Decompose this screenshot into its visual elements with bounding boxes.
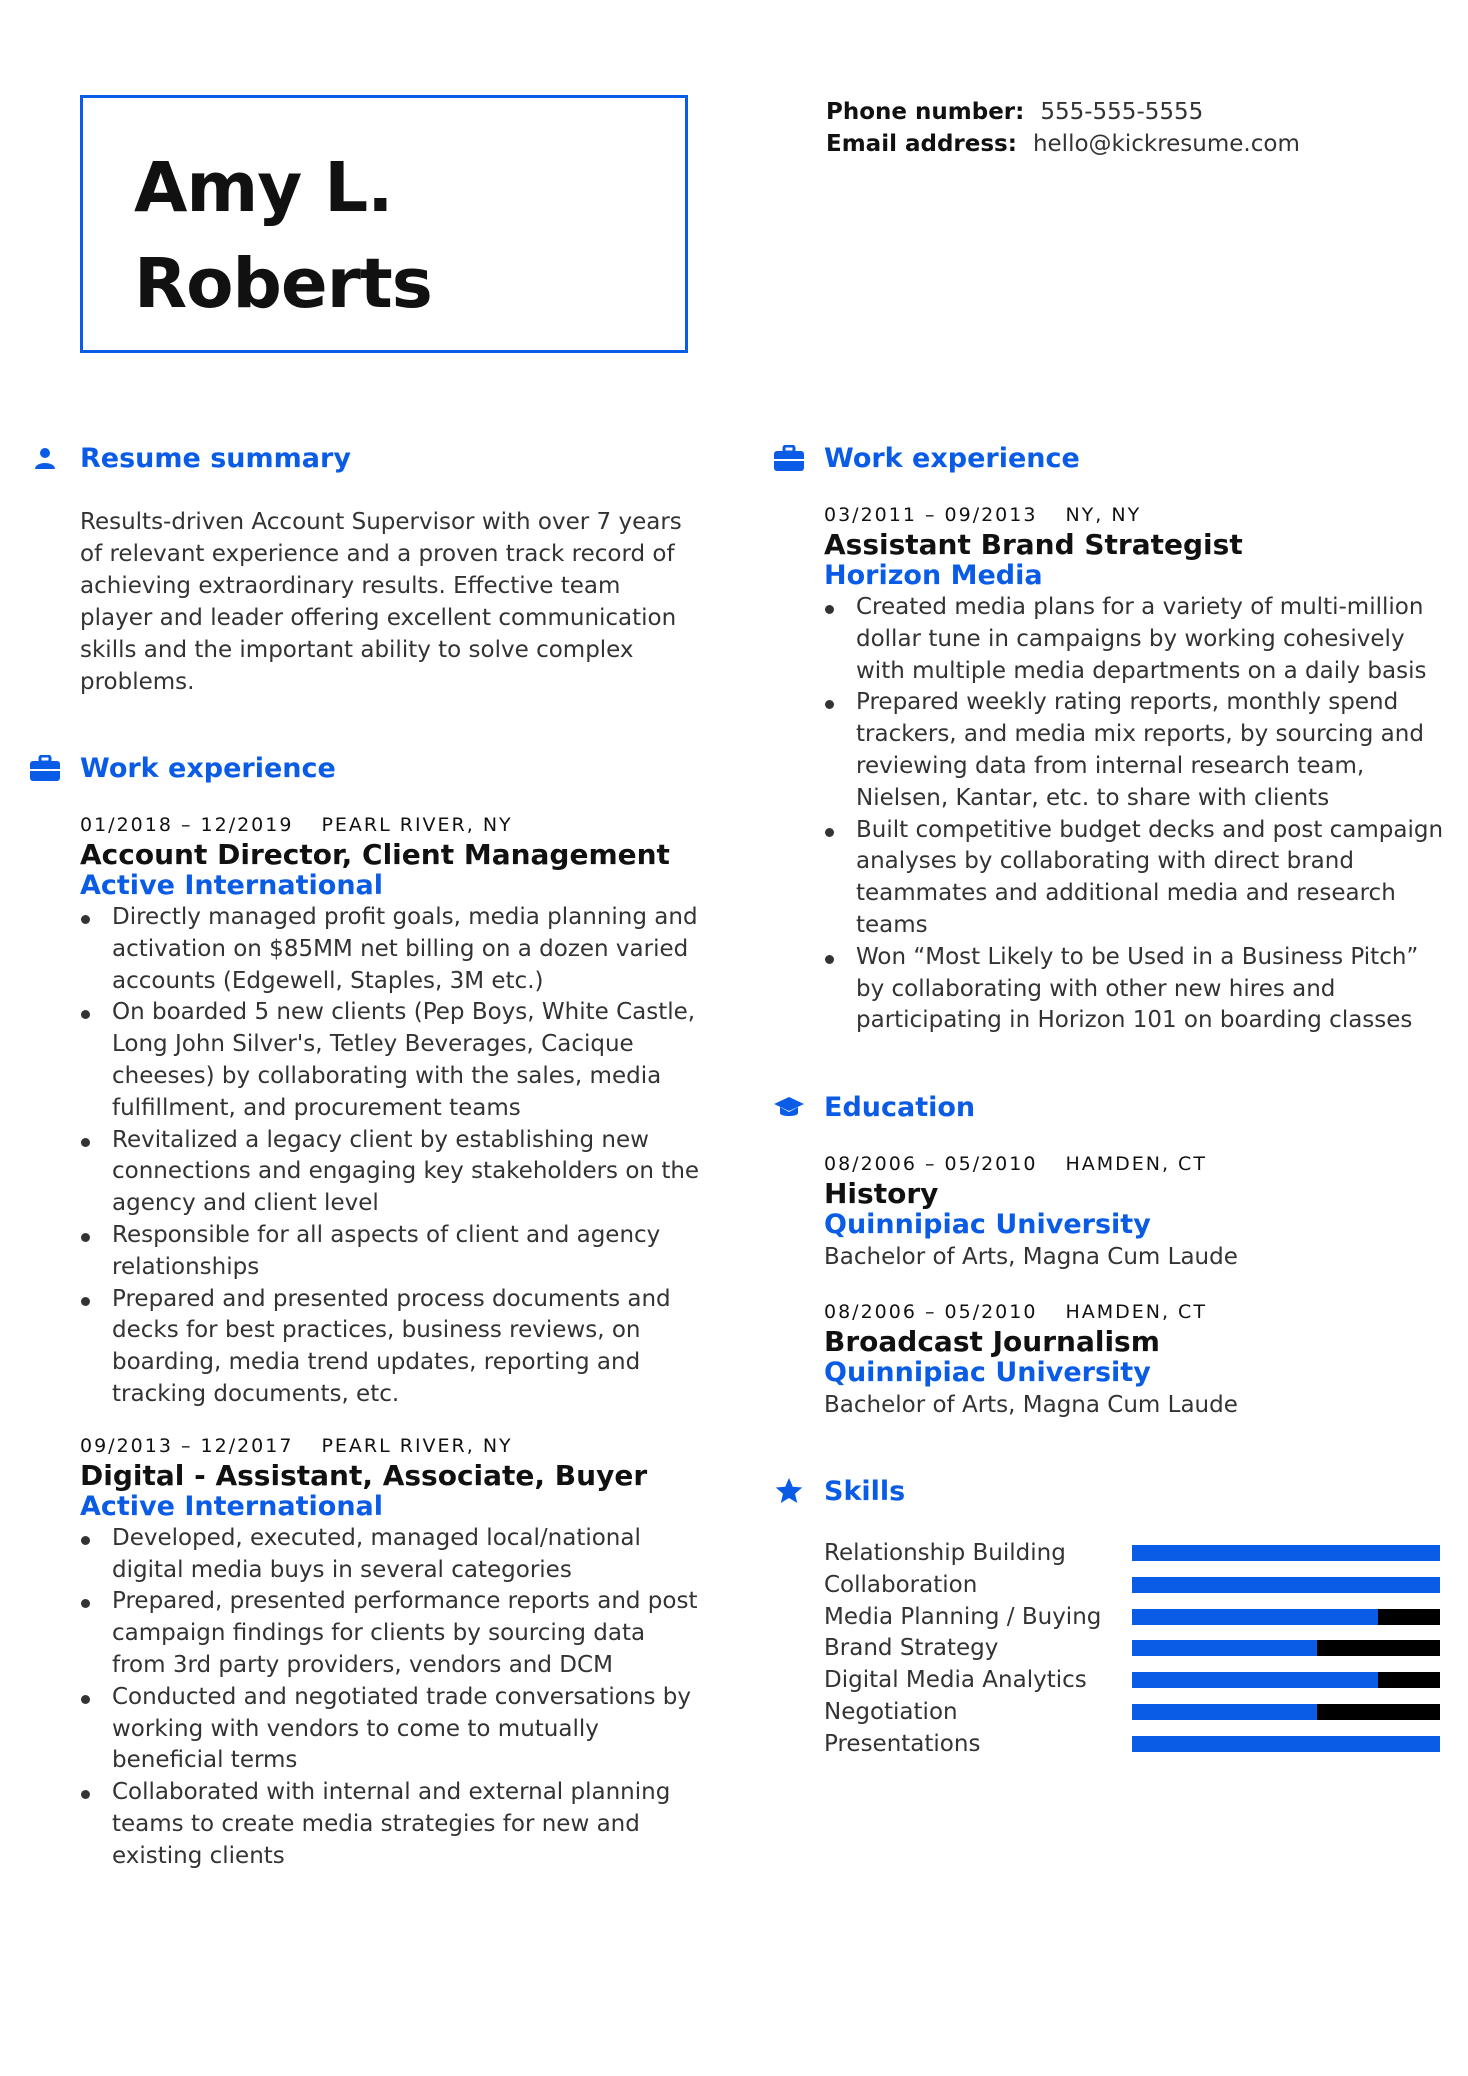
- job-bullets: [80, 902, 700, 1411]
- skill-level-bar: [1132, 1609, 1440, 1625]
- phone-value: 555-555-5555: [1040, 99, 1204, 125]
- right-column: [774, 440, 1444, 1760]
- job-bullet: Directly managed profit goals, media planning and activation on $85MM net billing on a dozen varied accounts (Edgewell, Staples, 3M etc.): [80, 902, 700, 997]
- job-entry: [824, 500, 1444, 1037]
- skills-heading: [774, 1473, 1444, 1509]
- job-title: Account Director, Client Management: [80, 838, 670, 871]
- skill-level-fill: [1132, 1640, 1317, 1656]
- skill-row: [824, 1569, 1444, 1601]
- job-bullet: Responsible for all aspects of client and agency relationships: [80, 1220, 700, 1284]
- job-meta: [824, 500, 1444, 530]
- skill-row: [824, 1633, 1444, 1665]
- skill-row: [824, 1696, 1444, 1728]
- summary-text: Results-driven Account Supervisor with over 7 years of relevant experience and a proven track record of achieving extraordinary results. Effective team player and leader offering excellent communication skills and the important ability to solve complex problems.: [80, 509, 682, 695]
- job-bullet: Won “Most Likely to be Used in a Business Pitch” by collaborating with other new hires and participating in Horizon 101 on boarding classes: [824, 942, 1444, 1037]
- candidate-name: [134, 140, 432, 332]
- skill-level-bar: [1132, 1545, 1440, 1561]
- skill-row: [824, 1664, 1444, 1696]
- job-bullet: Created media plans for a variety of multi-million dollar tune in campaigns by working cohesively with multiple media departments on a daily basis: [824, 592, 1444, 687]
- edu-degree: Bachelor of Arts, Magna Cum Laude: [824, 1244, 1238, 1271]
- skill-level-fill: [1132, 1672, 1378, 1688]
- phone-label: Phone number:: [826, 99, 1025, 125]
- contact-info: [826, 96, 1300, 160]
- skill-level-fill: [1132, 1545, 1440, 1561]
- skill-row: [824, 1537, 1444, 1569]
- education-title: Education: [824, 1091, 976, 1123]
- job-meta: [80, 810, 700, 840]
- skill-level-bar: [1132, 1672, 1440, 1688]
- contact-phone: [826, 96, 1300, 128]
- edu-field: History: [824, 1177, 939, 1211]
- work-heading-right: [774, 440, 1444, 476]
- edu-location: HAMDEN, CT: [1065, 1153, 1207, 1176]
- education-entry: [824, 1149, 1444, 1273]
- job-entry: [80, 810, 700, 1411]
- job-bullets: [824, 592, 1444, 1037]
- job-location: PEARL RIVER, NY: [321, 1434, 513, 1457]
- edu-field: Broadcast Journalism: [824, 1325, 1160, 1359]
- work-title-right: Work experience: [824, 442, 1080, 474]
- skills-title: Skills: [824, 1475, 906, 1507]
- skill-level-bar: [1132, 1704, 1440, 1720]
- user-icon: [30, 443, 60, 473]
- education-heading: [774, 1089, 1444, 1125]
- skill-name: Brand Strategy: [824, 1635, 999, 1662]
- job-bullet: Conducted and negotiated trade conversations by working with vendors to come to mutually beneficial terms: [80, 1682, 700, 1777]
- summary-title: Resume summary: [80, 442, 351, 474]
- left-column: [30, 440, 700, 1873]
- job-location: NY, NY: [1065, 504, 1142, 526]
- name-line-1: Amy L.: [134, 148, 393, 228]
- briefcase-icon: [30, 753, 60, 783]
- skills-list: [824, 1537, 1444, 1760]
- skill-level-bar: [1132, 1640, 1440, 1656]
- job-bullet: Built competitive budget decks and post campaign analyses by collaborating with direct brand teammates and additional media and research teams: [824, 815, 1444, 942]
- edu-school: Quinnipiac University: [824, 1209, 1151, 1241]
- work-title-left: Work experience: [80, 752, 336, 784]
- skill-level-fill: [1132, 1609, 1378, 1625]
- skill-row: [824, 1728, 1444, 1760]
- skill-name: Collaboration: [824, 1571, 978, 1598]
- job-meta: [80, 1431, 700, 1461]
- email-label: Email address:: [826, 131, 1017, 157]
- edu-degree: Bachelor of Arts, Magna Cum Laude: [824, 1392, 1238, 1419]
- contact-email: [826, 128, 1300, 160]
- name-line-2: Roberts: [134, 244, 432, 324]
- education-entry: [824, 1297, 1444, 1421]
- job-bullet: Revitalized a legacy client by establishing new connections and engaging key stakeholders on the agency and client level: [80, 1125, 700, 1220]
- job-title: Digital - Assistant, Associate, Buyer: [80, 1458, 648, 1492]
- job-title: Assistant Brand Strategist: [824, 528, 1243, 561]
- edu-dates: 08/2006 – 05/2010: [824, 1153, 1038, 1176]
- job-entry: [80, 1431, 700, 1873]
- edu-dates: 08/2006 – 05/2010: [824, 1301, 1038, 1324]
- skill-level-bar: [1132, 1736, 1440, 1752]
- job-dates: 09/2013 – 12/2017: [80, 1434, 294, 1457]
- job-bullet: On boarded 5 new clients (Pep Boys, White Castle, Long John Silver's, Tetley Beverages, Cacique cheeses) by collaborating with the sales, media fulfillment, and procurement teams: [80, 997, 700, 1124]
- job-bullet: Developed, executed, managed local/national digital media buys in several categories: [80, 1523, 700, 1587]
- job-company: Horizon Media: [824, 560, 1043, 591]
- email-value: hello@kickresume.com: [1032, 131, 1300, 157]
- skill-name: Digital Media Analytics: [824, 1667, 1087, 1694]
- skill-level-fill: [1132, 1577, 1440, 1593]
- job-bullet: Prepared weekly rating reports, monthly spend trackers, and media mix reports, by sourcing and reviewing data from internal research team, Nielsen, Kantar, etc. to share with clients: [824, 687, 1444, 814]
- job-bullets: [80, 1523, 700, 1873]
- skill-level-fill: [1132, 1736, 1440, 1752]
- skill-name: Negotiation: [824, 1699, 958, 1726]
- skill-name: Relationship Building: [824, 1540, 1066, 1567]
- job-bullet: Prepared and presented process documents and decks for best practices, business reviews, on boarding, media trend updates, reporting and tracking documents, etc.: [80, 1284, 700, 1411]
- edu-school: Quinnipiac University: [824, 1357, 1151, 1389]
- skill-level-bar: [1132, 1577, 1440, 1593]
- job-bullet: Collaborated with internal and external planning teams to create media strategies for new and existing clients: [80, 1777, 700, 1872]
- job-bullet: Prepared, presented performance reports and post campaign findings for clients by sourcing data from 3rd party providers, vendors and DCM: [80, 1586, 700, 1681]
- skill-level-fill: [1132, 1704, 1317, 1720]
- work-heading-left: [30, 750, 700, 786]
- graduation-cap-icon: [774, 1092, 804, 1122]
- job-company: Active International: [80, 1490, 384, 1522]
- skill-name: Presentations: [824, 1730, 981, 1757]
- job-dates: 01/2018 – 12/2019: [80, 814, 294, 836]
- summary-heading: [30, 440, 700, 476]
- edu-location: HAMDEN, CT: [1065, 1301, 1207, 1324]
- job-dates: 03/2011 – 09/2013: [824, 504, 1038, 526]
- name-box: [80, 95, 688, 353]
- briefcase-icon: [774, 443, 804, 473]
- job-location: PEARL RIVER, NY: [321, 814, 513, 836]
- star-icon: [774, 1476, 804, 1506]
- skill-row: [824, 1601, 1444, 1633]
- edu-meta: [824, 1297, 1444, 1327]
- skill-name: Media Planning / Buying: [824, 1603, 1102, 1630]
- edu-meta: [824, 1149, 1444, 1179]
- job-company: Active International: [80, 870, 384, 901]
